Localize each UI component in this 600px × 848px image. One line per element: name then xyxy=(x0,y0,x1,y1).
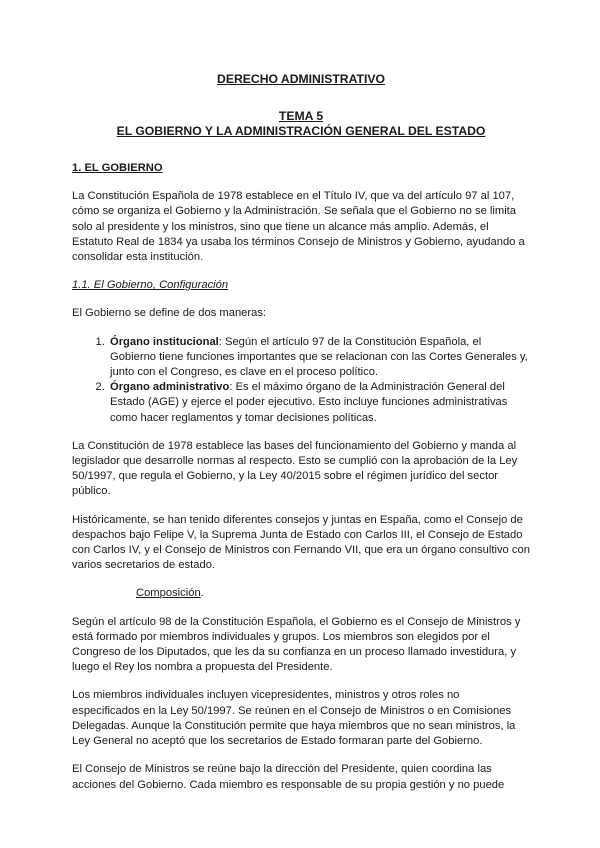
defines-paragraph: El Gobierno se define de dos maneras: xyxy=(72,307,267,320)
definitions-list xyxy=(72,335,530,426)
list-item xyxy=(108,380,530,426)
composition-paragraph-3: El Consejo de Ministros se reúne bajo la dirección del Presidente, quien coordina las acciones del Gobierno. Cada miembro es responsable de su propia gestión y no puede xyxy=(72,763,505,791)
list-item-term: Órgano administrativo xyxy=(110,381,230,394)
list-item xyxy=(108,335,530,381)
composition-heading: Composición xyxy=(136,587,201,600)
intro-paragraph: La Constitución Española de 1978 establece en el Título IV, que va del artículo 97 al 107, cómo se organiza el Gobierno y la Administración. Se señala que el Gobierno no se limita solo al presidente y los ministros, sino que tiene un alcance más amplio. Además, el Estatuto Real de 1834 ya usaba los términos Consejo de Ministros y Gobierno, ayudando a consolidar esta institución. xyxy=(72,190,525,264)
composition-paragraph-1: Según el artículo 98 de la Constitución Española, el Gobierno es el Consejo de Ministros y está formado por miembros individuales y grupos. Los miembros son elegidos por el Congreso de los Diputados, que les da su confianza en un proceso llamado investidura, y luego el Rey los nombra a propuesta del Presidente. xyxy=(72,615,521,674)
list-item-text: : Según el artículo 97 de la Constitución Española, el Gobierno tiene funciones importantes que se relacionan con las Cortes Generales y, junto con el Congreso, es clave en el proceso político. xyxy=(110,335,528,379)
section-heading-gobierno: 1. EL GOBIERNO xyxy=(72,162,163,174)
document-subject: DERECHO ADMINISTRATIVO xyxy=(217,72,385,86)
history-paragraph: Históricamente, se han tenido diferentes consejos y juntas en España, como el Consejo de despachos bajo Felipe V, la Suprema Junta de Estado con Carlos III, el Consejo de Estado con Carlos IV, y el Consejo de Ministros con Fernando VII, que era un órgano consultivo con varios secretarios de estado. xyxy=(72,513,530,572)
composition-heading-wrap xyxy=(136,586,530,601)
list-item-term: Órgano institucional xyxy=(110,335,219,348)
tema-title: EL GOBIERNO Y LA ADMINISTRACIÓN GENERAL DEL ESTADO xyxy=(116,124,486,138)
list-item-text: : Es el máximo órgano de la Administración General del Estado (AGE) y ejerce el poder ejecutivo. Esto incluye funciones administrativas como hacer reglamentos y tomar decisiones políticas. xyxy=(110,381,508,424)
composition-heading-dot: . xyxy=(200,587,204,600)
tema-number: TEMA 5 xyxy=(278,109,324,123)
subsection-heading-configuracion: 1.1. El Gobierno, Configuración xyxy=(72,279,229,292)
composition-paragraph-2: Los miembros individuales incluyen vicepresidentes, ministros y otros roles no especificados en la Ley 50/1997. Se reúnen en el Consejo de Ministros o en Comisiones Delegadas. Aunque la Constitución permite que haya miembros que no sean ministros, la Ley General no aceptó que los secretarios de Estado formaran parte del Gobierno. xyxy=(72,689,516,748)
constitution-paragraph: La Constitución de 1978 establece las bases del funcionamiento del Gobierno y manda al legislador que desarrolle normas al respecto. Esto se cumplió con la aprobación de la Ley 50/1997, que regula el Gobierno, y la Ley 40/2015 sobre el régimen jurídico del sector público. xyxy=(72,439,518,498)
